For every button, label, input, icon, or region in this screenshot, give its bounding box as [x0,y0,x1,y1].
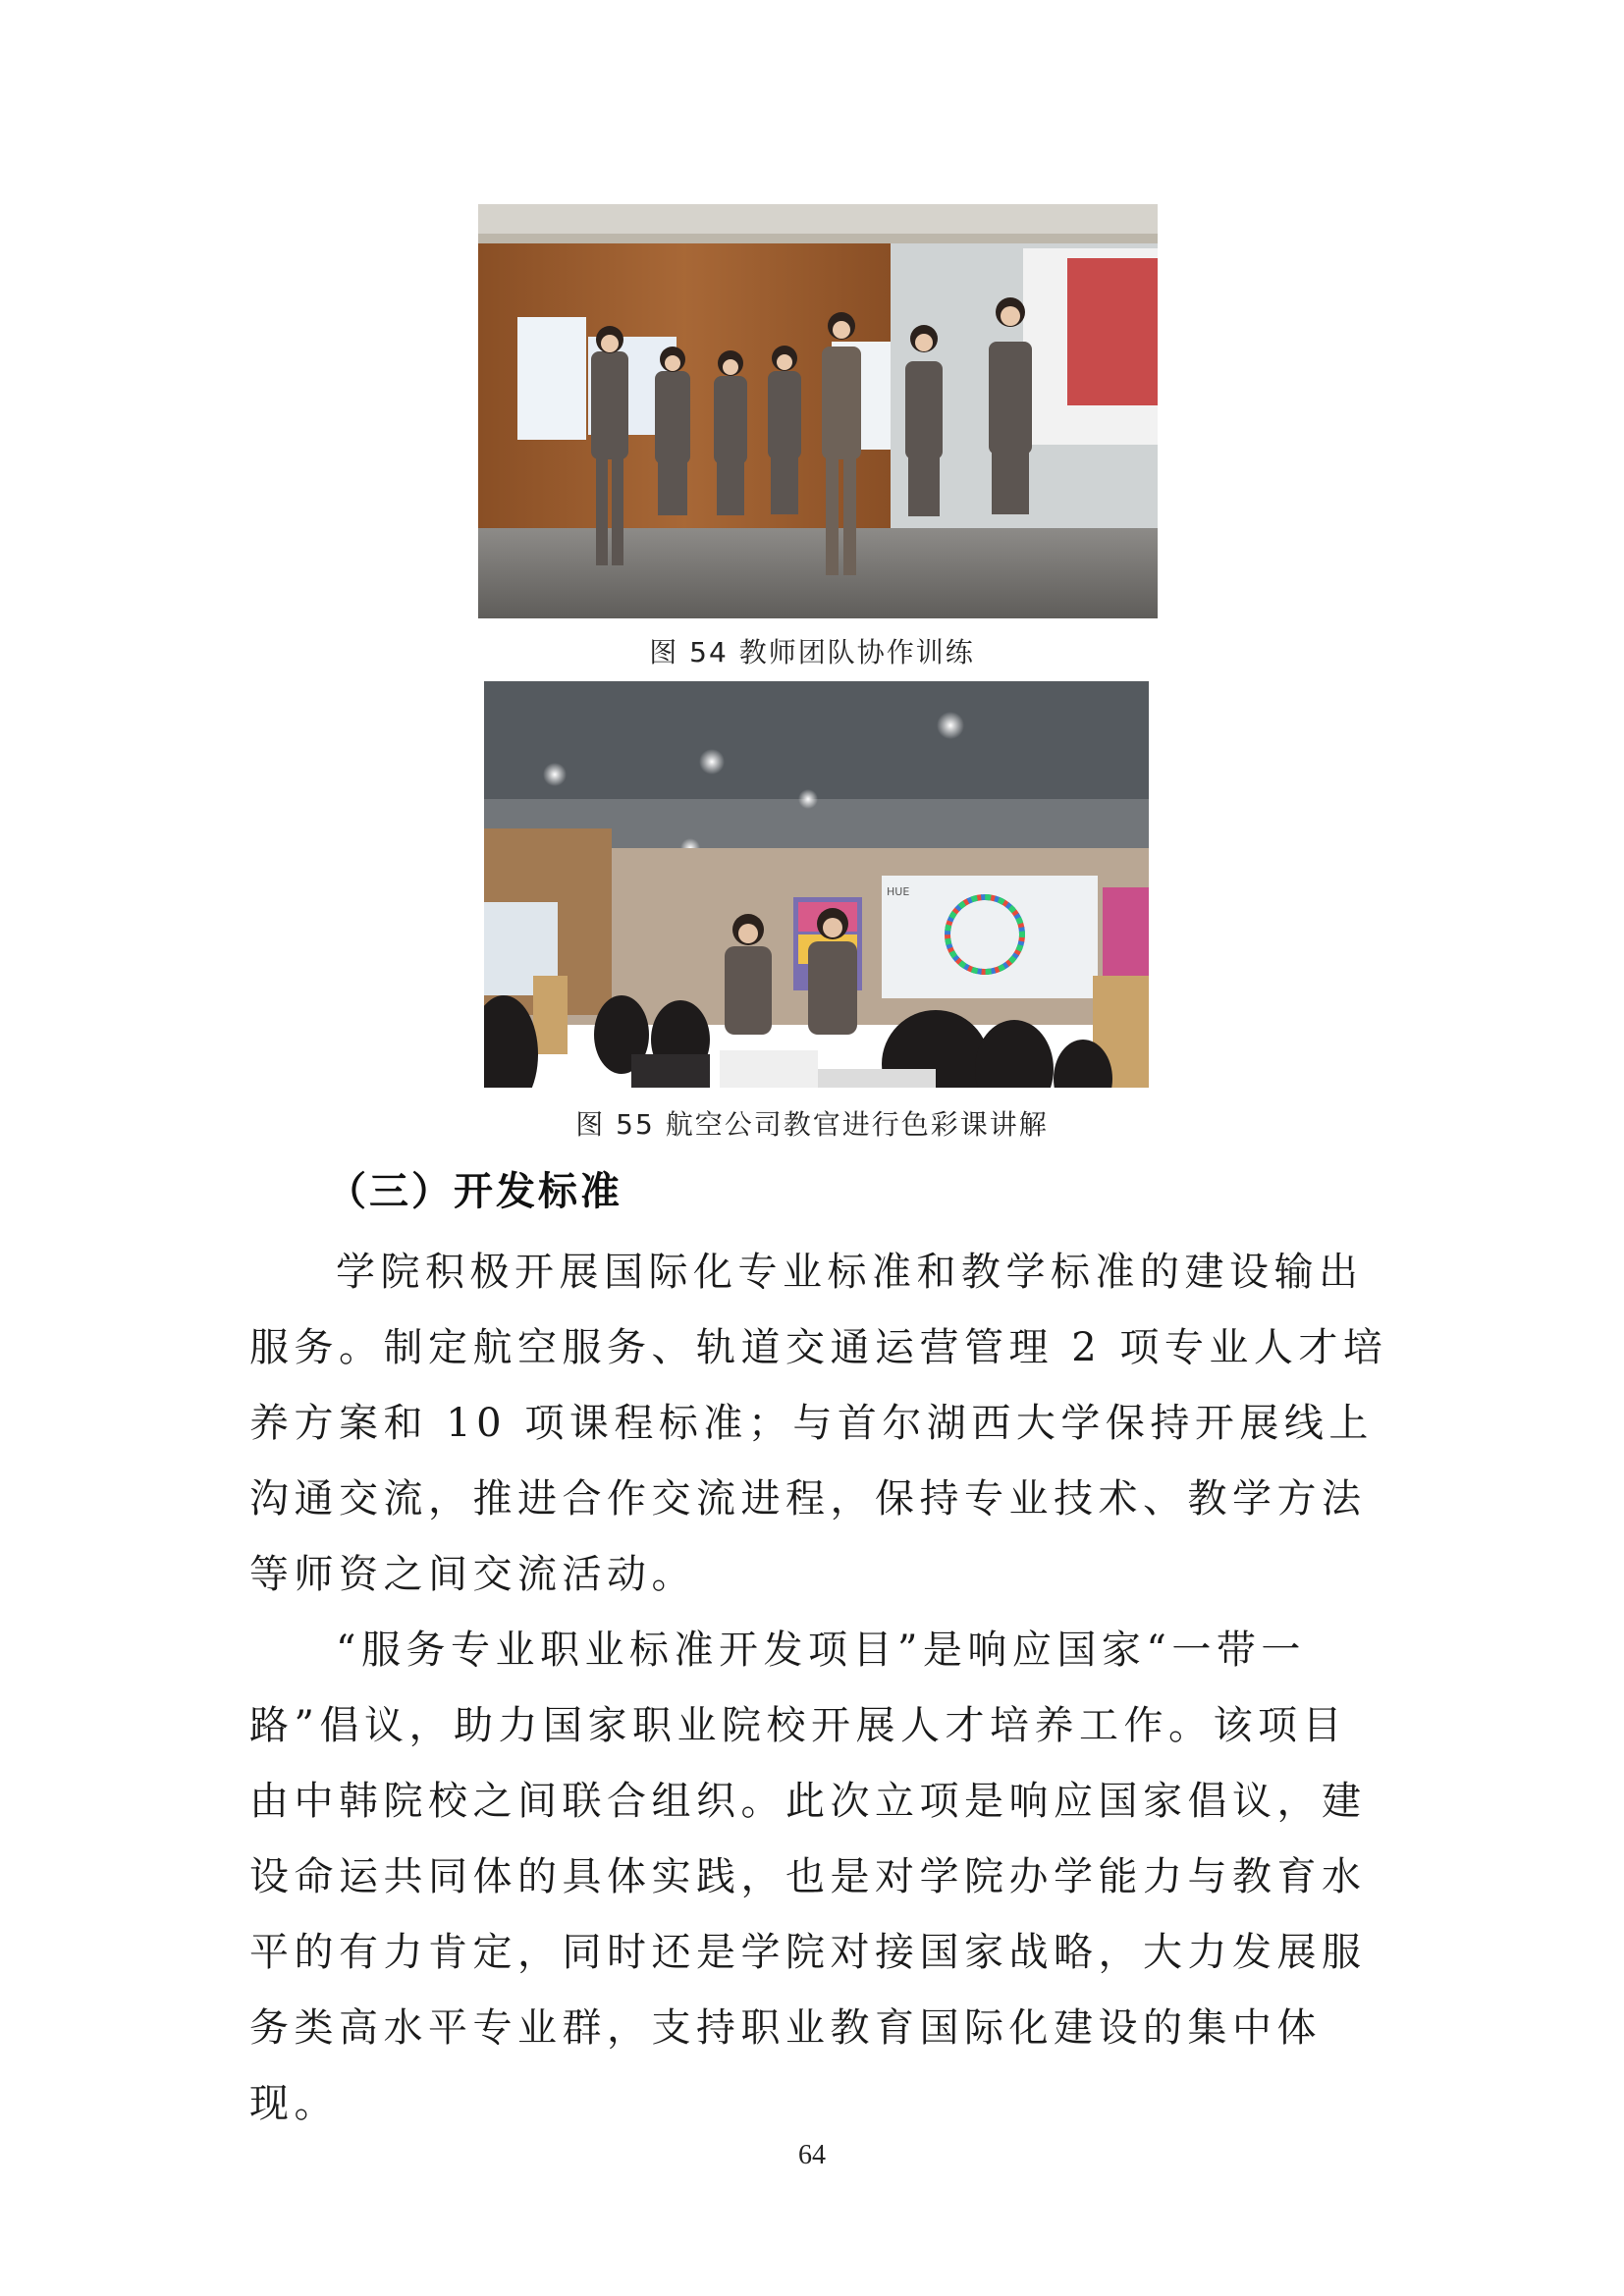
body-paragraph: “服务专业职业标准开发项目”是响应国家“一带一路”倡议，助力国家职业院校开展人才培养工作。该项目由中韩院校之间联合组织。此次立项是响应国家倡议，建设命运共同体的具体实践，也是对学院办学能力与教育水平的有力肯定，同时还是学院对接国家战略，大力发展服务类高水平专业群，支持职业教育国际化建设的集中体现。 [249,1628,1367,2126]
figure-54-photo [478,204,1158,618]
figure-54-caption: 图 54 教师团队协作训练 [649,636,975,668]
section-heading: （三）开发标准 [327,1169,623,1214]
body-paragraph: 学院积极开展国际化专业标准和教学标准的建设输出服务。制定航空服务、轨道交通运营管理 2 项专业人才培养方案和 10 项课程标准；与首尔湖西大学保持开展线上沟通交流，推进合作交流进程，保持专业技术、教学方法等师资之间交流活动。 [249,1250,1388,1597]
figure-55-caption: 图 55 航空公司教官进行色彩课讲解 [575,1108,1049,1141]
figure-54-illustration [478,204,1158,618]
figure-55-photo [484,681,1149,1088]
page-number: 64 [798,2140,826,2170]
figure-55-illustration [484,681,1149,1088]
screen-text: HUE [887,885,910,898]
